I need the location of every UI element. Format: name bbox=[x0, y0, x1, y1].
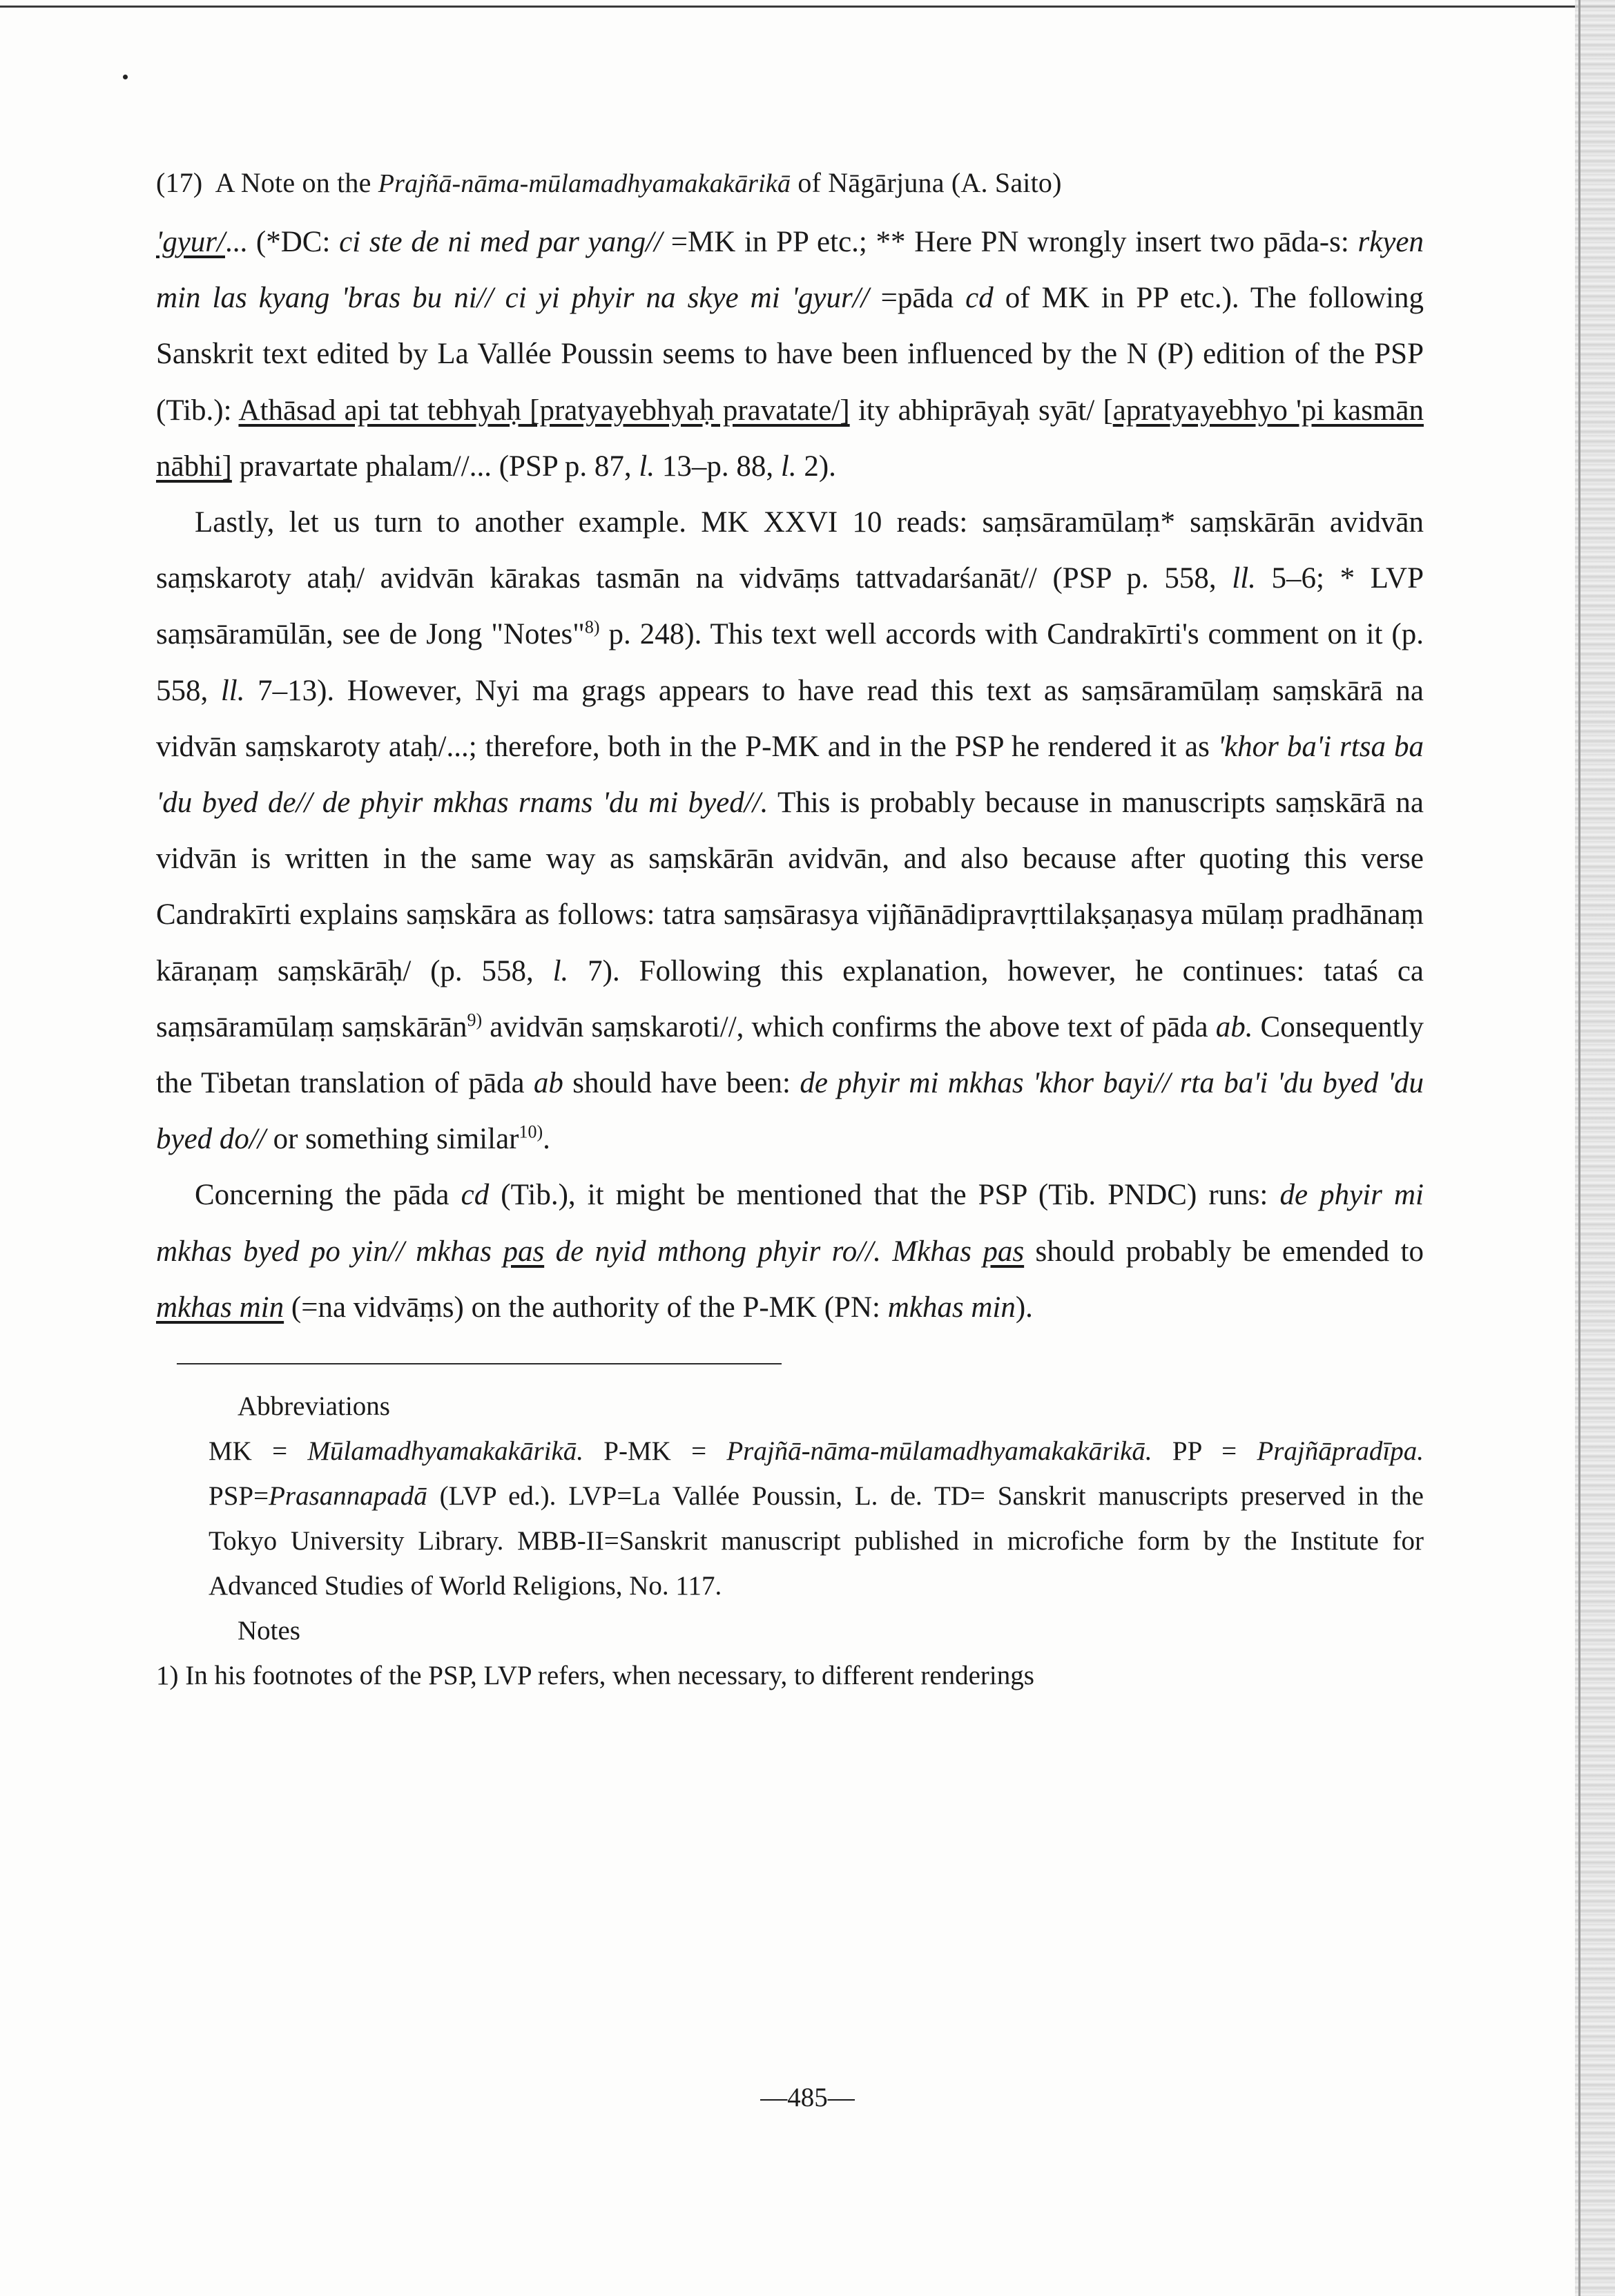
p1-s8: of MK in PP etc.). The following Sanskrit text edited by La Vallée Poussin seems to have been influenced by the N (P) edition of the PSP (Tib.): bbox=[156, 282, 1424, 427]
footnote-ref-8: 8) bbox=[584, 617, 600, 638]
abbr-s3: P-MK = bbox=[583, 1436, 727, 1467]
p1-s5: rkyen min las kyang 'bras bu ni// ci yi phyir na skye mi 'gyur// bbox=[156, 226, 1424, 315]
abbr-s9: (LVP ed.). LVP=La Vallée Poussin, L. de. TD= Sanskrit manuscripts preserved in the Tokyo University Library. MBB-II=Sanskrit manuscript published in microfiche form by the Institute for Advanced Studies of World Religions, No. 117. bbox=[209, 1481, 1424, 1601]
p1-s3: ci ste de ni med par yang// bbox=[339, 226, 663, 258]
p3-s6: de nyid mthong phyir ro//. Mkhas bbox=[544, 1235, 983, 1268]
abbr-s7: PSP= bbox=[209, 1481, 269, 1512]
p1-s10: ity abhiprāyaḥ syāt/ [ bbox=[849, 394, 1113, 427]
abbr-s2: Mūlamadhyamakakārikā. bbox=[307, 1436, 584, 1467]
p1-s4: =MK in PP etc.; ** Here PN wrongly insert two pāda-s: bbox=[662, 226, 1358, 258]
abbr-s1: MK = bbox=[209, 1436, 308, 1467]
paragraph-3 bbox=[156, 1167, 1424, 1335]
p1-s16: 2). bbox=[796, 450, 836, 483]
p3-s1: Concerning the pāda bbox=[195, 1179, 461, 1212]
paragraph-2 bbox=[156, 494, 1424, 1167]
abbr-s5: PP = bbox=[1152, 1436, 1257, 1467]
header-lead: A Note on the bbox=[215, 167, 371, 198]
footnote-ref-9: 9) bbox=[467, 1010, 483, 1030]
p2-s5: p. 248). This text well accords with Candrakīrti's comment on it (p. 558, bbox=[156, 618, 1424, 707]
p1-s6: =pāda bbox=[869, 282, 966, 315]
notes-label: Notes bbox=[238, 1616, 300, 1646]
header-title: Prajñā-nāma-mūlamadhyamakakārikā bbox=[378, 169, 791, 198]
p2-s8: 'khor ba'i rtsa ba 'du byed de// de phyir mkhas rnams 'du mi byed//. bbox=[156, 730, 1424, 820]
p1-s7: cd bbox=[965, 282, 994, 315]
p1-s12: pravartate phalam//... (PSP p. 87, bbox=[231, 450, 639, 483]
p2-s16: ab bbox=[533, 1067, 563, 1100]
p2-s1: Lastly, let us turn to another example. MK XXVI 10 reads: saṃsāramūlaṃ* saṃskārān avidvān saṃskaroty ataḥ/ avidvān kārakas tasmān na vidvāṃs tattvadarśanāt// (PSP p. 558, bbox=[156, 506, 1424, 595]
scan-top-rule bbox=[0, 6, 1615, 8]
abbreviations-text bbox=[209, 1429, 1424, 1608]
p3-s3: (Tib.), it might be mentioned that the PSP (Tib. PNDC) runs: bbox=[489, 1179, 1280, 1212]
p1-s9: Athāsad api tat tebhyaḥ [pratyayebhyaḥ pravatate/] bbox=[238, 394, 850, 427]
p2-s13: avidvān saṃskaroti//, which confirms the above text of pāda bbox=[482, 1010, 1216, 1043]
p2-s2: ll. bbox=[1232, 562, 1256, 595]
p2-s6: ll. bbox=[220, 674, 245, 707]
abbr-s8: Prasannapadā bbox=[269, 1481, 427, 1512]
p2-s17: should have been: bbox=[563, 1067, 800, 1100]
p1-s14: 13–p. 88, bbox=[655, 450, 781, 483]
p3-s4: de phyir mi mkhas byed po yin// mkhas bbox=[156, 1179, 1424, 1268]
scan-speck bbox=[123, 75, 128, 79]
p2-s18: de phyir mi mkhas 'khor bayi// rta ba'i 'du byed 'du byed do// bbox=[156, 1067, 1424, 1156]
p3-s9: mkhas min bbox=[156, 1291, 284, 1324]
p2-s10: l. bbox=[552, 954, 569, 987]
p1-s11: apratyayebhyo 'pi kasmān nābhi] bbox=[156, 394, 1424, 483]
abbreviations-label: Abbreviations bbox=[238, 1391, 390, 1422]
p3-s8: should probably be emended to bbox=[1024, 1235, 1424, 1268]
p2-s15: Consequently the Tibetan translation of pāda bbox=[156, 1010, 1424, 1100]
p3-s12: ). bbox=[1015, 1291, 1033, 1324]
abbr-s4: Prajñā-nāma-mūlamadhyamakakārikā. bbox=[726, 1436, 1152, 1467]
note-1: 1) In his footnotes of the PSP, LVP refers, when necessary, to different renderings bbox=[156, 1661, 1034, 1691]
p1-s13: l. bbox=[639, 450, 655, 483]
p3-s10: (=na vidvāṃs) on the authority of the P-MK (PN: bbox=[284, 1291, 888, 1324]
p2-s19: or something similar bbox=[265, 1123, 519, 1156]
p3-s2: cd bbox=[461, 1179, 490, 1212]
p2-s3: 5–6; * LVP saṃsāramūlān, see de Jong "Notes" bbox=[156, 562, 1424, 651]
p2-s14: ab. bbox=[1215, 1010, 1253, 1043]
p3-s7: pas bbox=[983, 1235, 1025, 1268]
p3-s5: pas bbox=[503, 1235, 545, 1268]
header-author: of Nāgārjuna (A. Saito) bbox=[797, 167, 1062, 198]
p1-s15: l. bbox=[780, 450, 797, 483]
page-content bbox=[156, 162, 1424, 1698]
page-number: —485— bbox=[760, 2083, 855, 2112]
paragraph-1 bbox=[156, 214, 1424, 494]
abbr-s6: Prajñāpradīpa. bbox=[1257, 1436, 1424, 1467]
p2-s11: 7). Following this explanation, however, he continues: tataś ca saṃsāramūlaṃ saṃskārān bbox=[156, 954, 1424, 1043]
p2-s7: 7–13). However, Nyi ma grags appears to have read this text as saṃsāramūlaṃ saṃskārā na vidvān saṃskaroty ataḥ/...; therefore, both in the P-MK and in the PSP he rendered it as bbox=[156, 674, 1424, 763]
p1-s1: 'gyur/ bbox=[156, 226, 225, 258]
p2-s21: . bbox=[543, 1123, 550, 1156]
header-number: (17) bbox=[156, 167, 203, 198]
footnote-divider bbox=[177, 1363, 782, 1364]
scan-right-edge-shadow bbox=[1575, 0, 1615, 2296]
p3-s11: mkhas min bbox=[887, 1291, 1016, 1324]
p2-s9: This is probably because in manuscripts saṃskārā na vidvān is written in the same way as saṃskārān avidvān, and also because after quoting this verse Candrakīrti explains saṃskāra as follows: tatra saṃsārasya vijñānādipravṛttilakṣaṇasya mūlaṃ pradhānaṃ kāraṇaṃ saṃskārāḥ/ (p. 558, bbox=[156, 787, 1424, 987]
scan-right-edge-line bbox=[1578, 0, 1580, 2296]
running-header bbox=[156, 162, 1424, 204]
p1-s2: ... (*DC: bbox=[224, 226, 340, 258]
footnote-ref-10: 10) bbox=[519, 1121, 543, 1142]
